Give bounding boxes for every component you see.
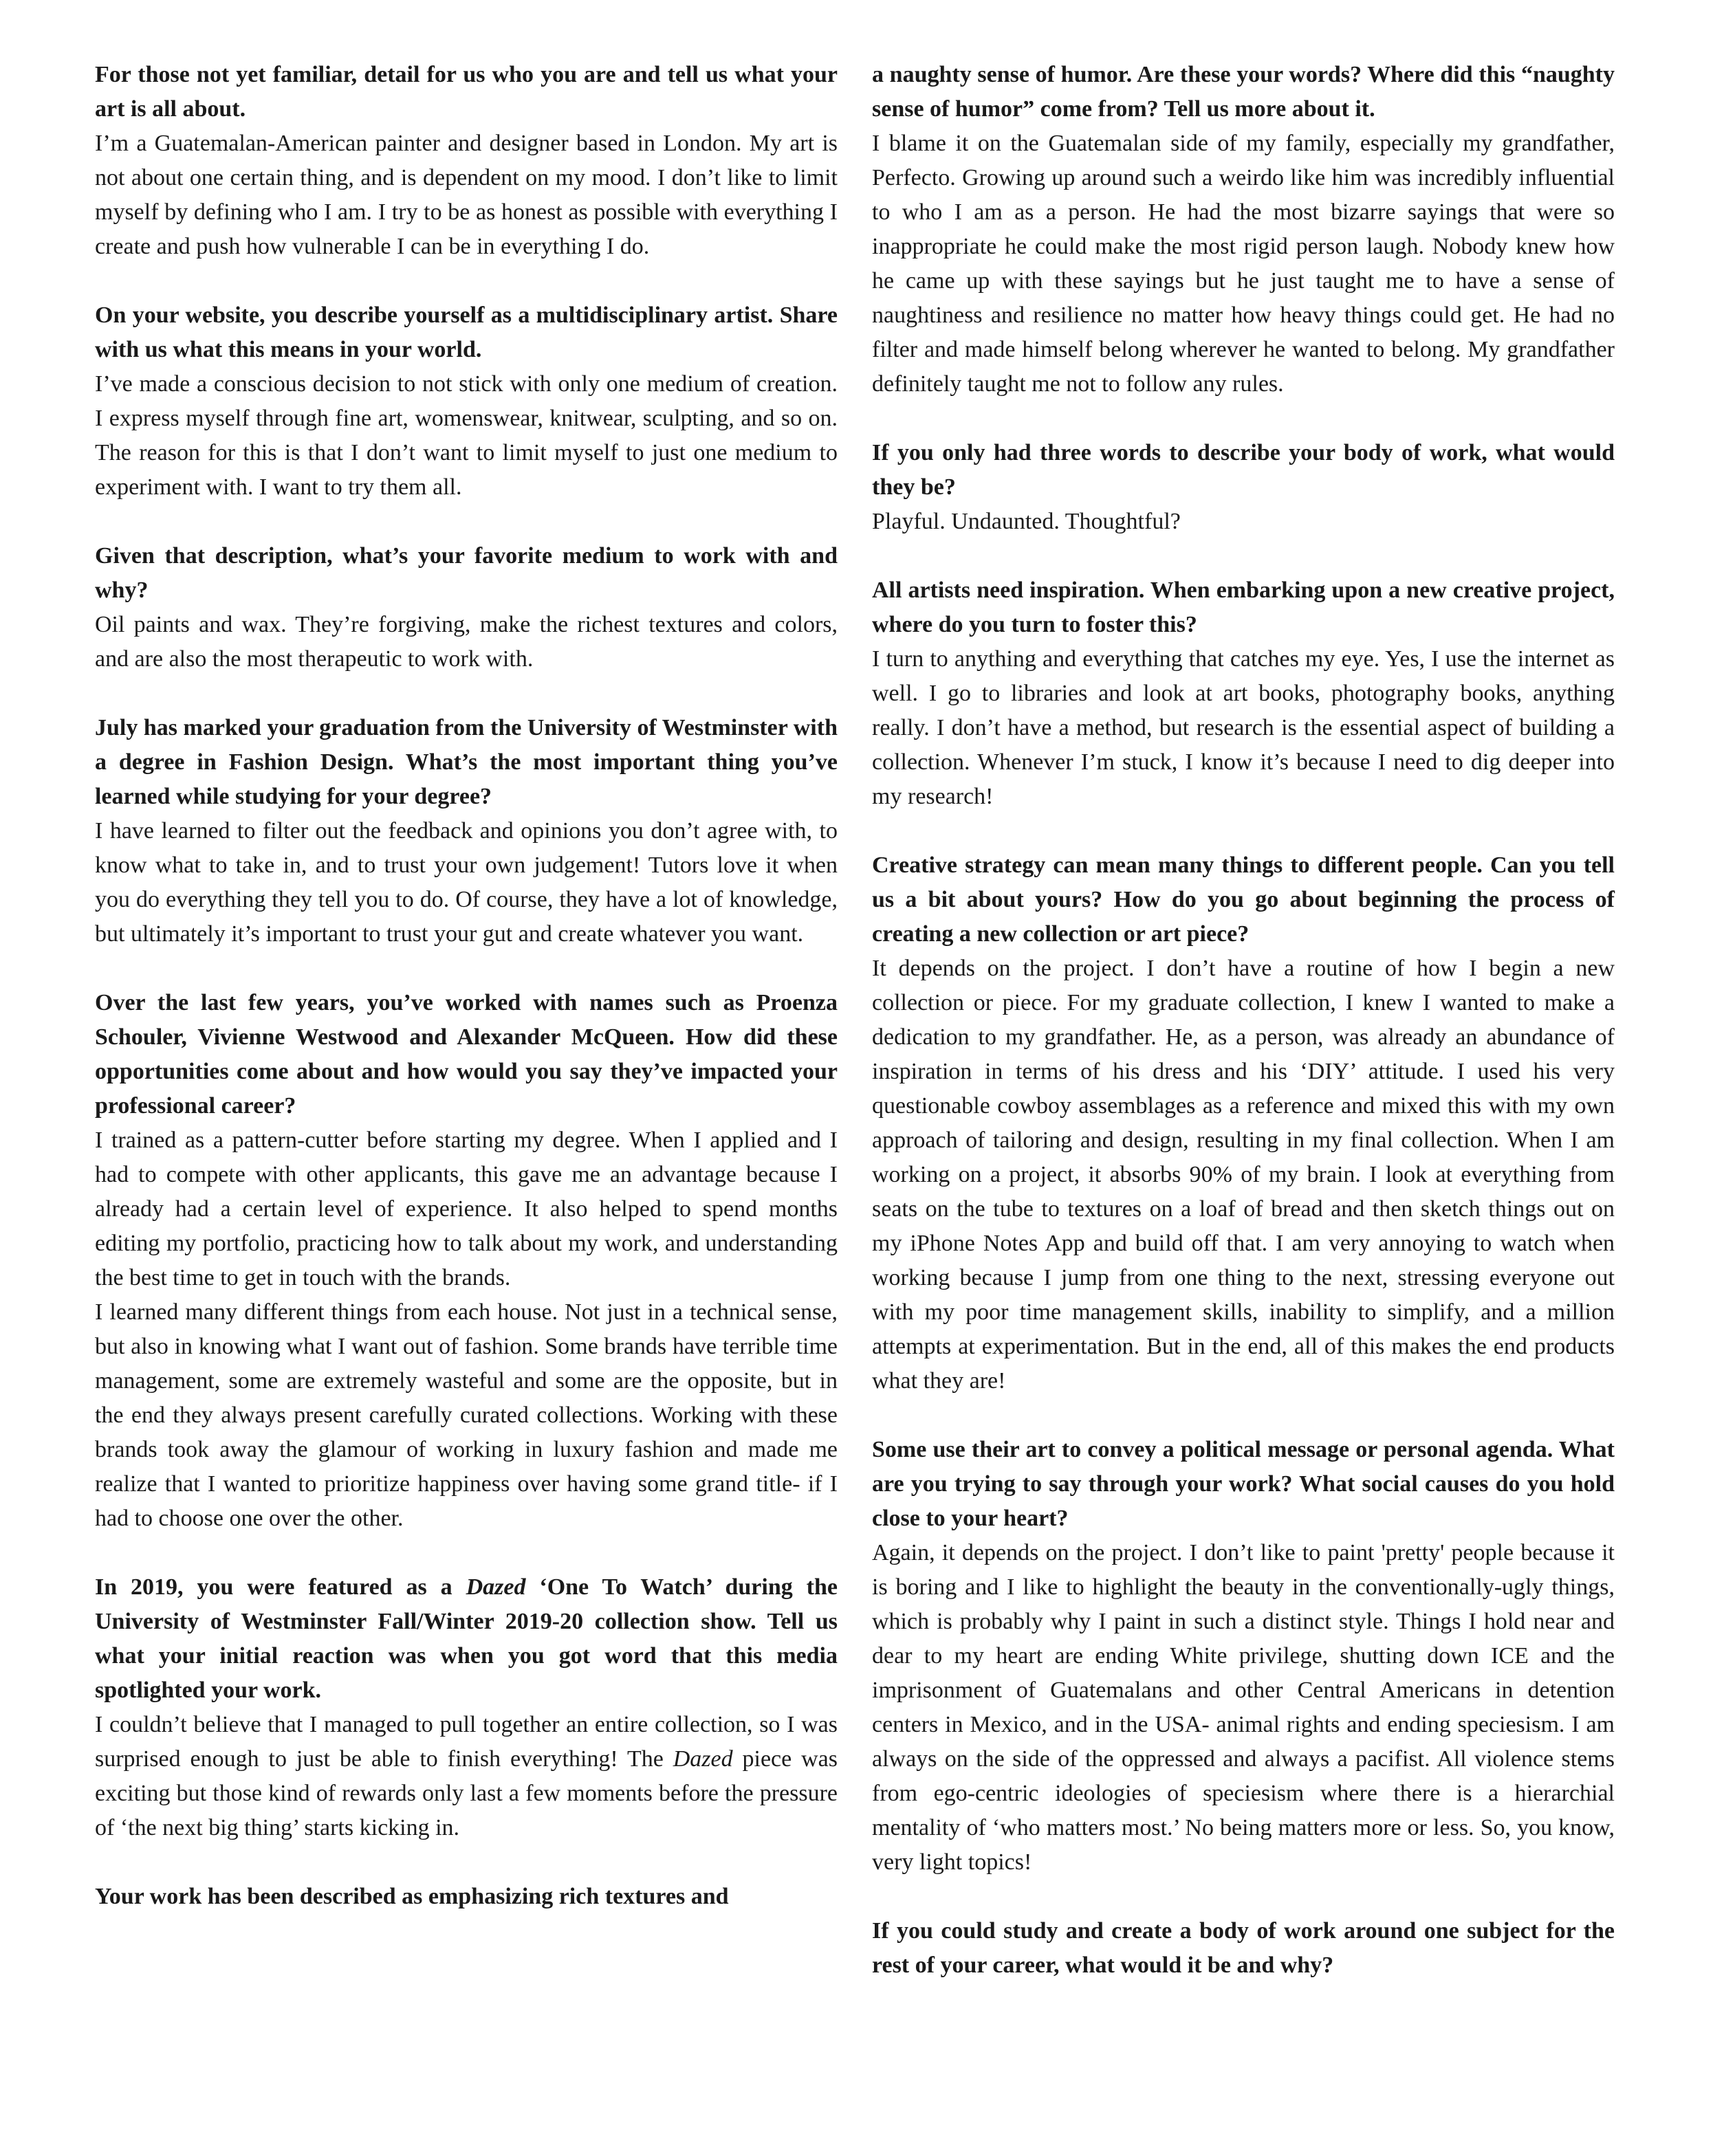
question: Over the last few years, you’ve worked with names such as Proenza Schouler, Vivienne Westwood and Alexander McQueen. How did these opportunities come about and how would you say they’ve impacted your professional career? — [95, 990, 838, 1119]
question: July has marked your graduation from the University of Westminster with a degree in Fashion Design. What’s the most important thing you’ve learned while studying for your degree? — [95, 715, 838, 809]
answer: I’m a Guatemalan-American painter and designer based in London. My art is not about one certain thing, and is dependent on my mood. I don’t like to limit myself by defining who I am. I try to be as honest as possible with everything I create and push how vulnerable I can be in everything I do. — [95, 131, 838, 259]
publication-name: Dazed — [673, 1746, 733, 1772]
question: For those not yet familiar, detail for us who you are and tell us what your art is all about. — [95, 62, 838, 122]
qa-block-three-words — [872, 436, 1615, 539]
publication-name: Dazed — [466, 1574, 526, 1600]
qa-block-humor — [872, 58, 1615, 402]
question: Your work has been described as emphasizing rich textures and — [95, 1884, 729, 1909]
answer: It depends on the project. I don’t have a routine of how I begin a new collection or piece. For my graduate collection, I knew I wanted to make a dedication to my grandfather. He, as a person, was already an abundance of inspiration in terms of his dress and his ‘DIY’ attitude. I used his very questionable cowboy assemblages as a reference and mixed this with my own approach of tailoring and design, resulting in my final collection. When I am working on a project, it absorbs 90% of my brain. I look at everything from seats on the tube to textures on a loaf of bread and then sketch things out on my iPhone Notes App and build off that. I am very annoying to watch when working because I jump from one thing to the next, stressing everyone out with my poor time management skills, inability to simplify, and a million attempts at experimentation. But in the end, all of this makes the end products what they are! — [872, 956, 1615, 1394]
qa-block-political-message — [872, 1433, 1615, 1880]
question: Some use their art to convey a political message or personal agenda. What are you trying to say through your work? What social causes do you hold close to your heart? — [872, 1437, 1615, 1531]
answer-text: I couldn’t believe that I managed to pull together an entire collection, so I was surprised enough to just be able to finish everything! The — [95, 1712, 838, 1772]
question-text: In 2019, you were featured as a — [95, 1574, 466, 1600]
answer: Playful. Undaunted. Thoughtful? — [872, 509, 1181, 534]
question: Creative strategy can mean many things to different people. Can you tell us a bit about yours? How do you go about beginning the process of creating a new collection or art piece? — [872, 852, 1615, 947]
qa-block-identity — [95, 58, 838, 264]
question: On your website, you describe yourself as a multidisciplinary artist. Share with us what this means in your world. — [95, 302, 838, 362]
qa-block-creative-strategy — [872, 848, 1615, 1398]
qa-block-inspiration — [872, 573, 1615, 814]
answer: I blame it on the Guatemalan side of my family, especially my grandfather, Perfecto. Growing up around such a weirdo like him was incredibly influential to who I am as a person. He had the most bizarre sayings that were so inappropriate he could make the most rigid person laugh. Nobody knew how he came up with these sayings but he just taught me to have a sense of naughtiness and resilience no matter how heavy things could get. He had no filter and made himself belong wherever he wanted to belong. My grandfather definitely taught me not to follow any rules. — [872, 131, 1615, 397]
question: If you could study and create a body of work around one subject for the rest of your career, what would it be and why? — [872, 1918, 1615, 1978]
answer: I have learned to filter out the feedback and opinions you don’t agree with, to know what to take in, and to trust your own judgement! Tutors love it when you do everything they tell you to do. Of course, they have a lot of knowledge, but ultimately it’s important to trust your gut and create whatever you want. — [95, 818, 838, 947]
question: If you only had three words to describe your body of work, what would they be? — [872, 440, 1615, 500]
answer: Again, it depends on the project. I don’t like to paint 'pretty' people because it is boring and I like to highlight the beauty in the conventionally-ugly things, which is probably why I paint in such a distinct style. Things I hold near and dear to my heart are ending White privilege, shutting down ICE and the imprisonment of Guatemalans and other Central Americans in detention centers in Mexico, and in the USA- animal rights and ending speciesism. I am always on the side of the oppressed and always a pacifist. All violence stems from ego-centric ideologies of speciesism where there is a hierarchial mentality of ‘who matters most.’ No being matters more or less. So, you know, very light topics! — [872, 1540, 1615, 1875]
qa-block-dazed — [95, 1570, 838, 1845]
answer: I trained as a pattern-cutter before starting my degree. When I applied and I had to compete with other applicants, this gave me an advantage because I already had a certain level of experience. It also helped to spend months editing my portfolio, practicing how to talk about my work, and understanding the best time to get in touch with the brands. — [95, 1128, 838, 1290]
answer: I learned many different things from each house. Not just in a technical sense, but also in knowing what I want out of fashion. Some brands have terrible time management, some are extremely wasteful and some are the opposite, but in the end they always present carefully curated collections. Working with these brands took away the glamour of working in luxury fashion and made me realize that I wanted to prioritize happiness over having some grand title- if I had to choose one over the other. — [95, 1299, 838, 1531]
qa-block-fashion-houses — [95, 986, 838, 1536]
question — [95, 1570, 838, 1708]
question: a naughty sense of humor. Are these your words? Where did this “naughty sense of humor” come from? Tell us more about it. — [872, 62, 1615, 122]
qa-block-favorite-medium — [95, 539, 838, 676]
answer: I turn to anything and everything that catches my eye. Yes, I use the internet as well. I go to libraries and look at art books, photography books, anything really. I don’t have a method, but research is the essential aspect of building a collection. Whenever I’m stuck, I know it’s because I need to dig deeper into my research! — [872, 646, 1615, 809]
question: Given that description, what’s your favorite medium to work with and why? — [95, 543, 838, 603]
qa-block-graduation — [95, 711, 838, 952]
qa-block-multidisciplinary — [95, 298, 838, 505]
question-text: ‘One To Watch’ during the University of Westminster Fall/Winter 2019-20 collection show. Tell us what your initial reaction was when you got word that this media spotlighted your work. — [95, 1574, 838, 1703]
qa-block-one-subject — [872, 1914, 1615, 1983]
left-column — [95, 58, 838, 1914]
answer: Oil paints and wax. They’re forgiving, make the richest textures and colors, and are also the most therapeutic to work with. — [95, 612, 838, 672]
answer — [95, 1708, 838, 1845]
question: All artists need inspiration. When embarking upon a new creative project, where do you turn to foster this? — [872, 578, 1615, 637]
qa-block-textures-start — [95, 1880, 838, 1914]
answer-text: piece was exciting but those kind of rewards only last a few moments before the pressure of ‘the next big thing’ starts kicking in. — [95, 1746, 838, 1840]
right-column — [872, 58, 1615, 1983]
answer: I’ve made a conscious decision to not stick with only one medium of creation. I express myself through fine art, womenswear, knitwear, sculpting, and so on. The reason for this is that I don’t want to limit myself to just one medium to experiment with. I want to try them all. — [95, 371, 838, 500]
